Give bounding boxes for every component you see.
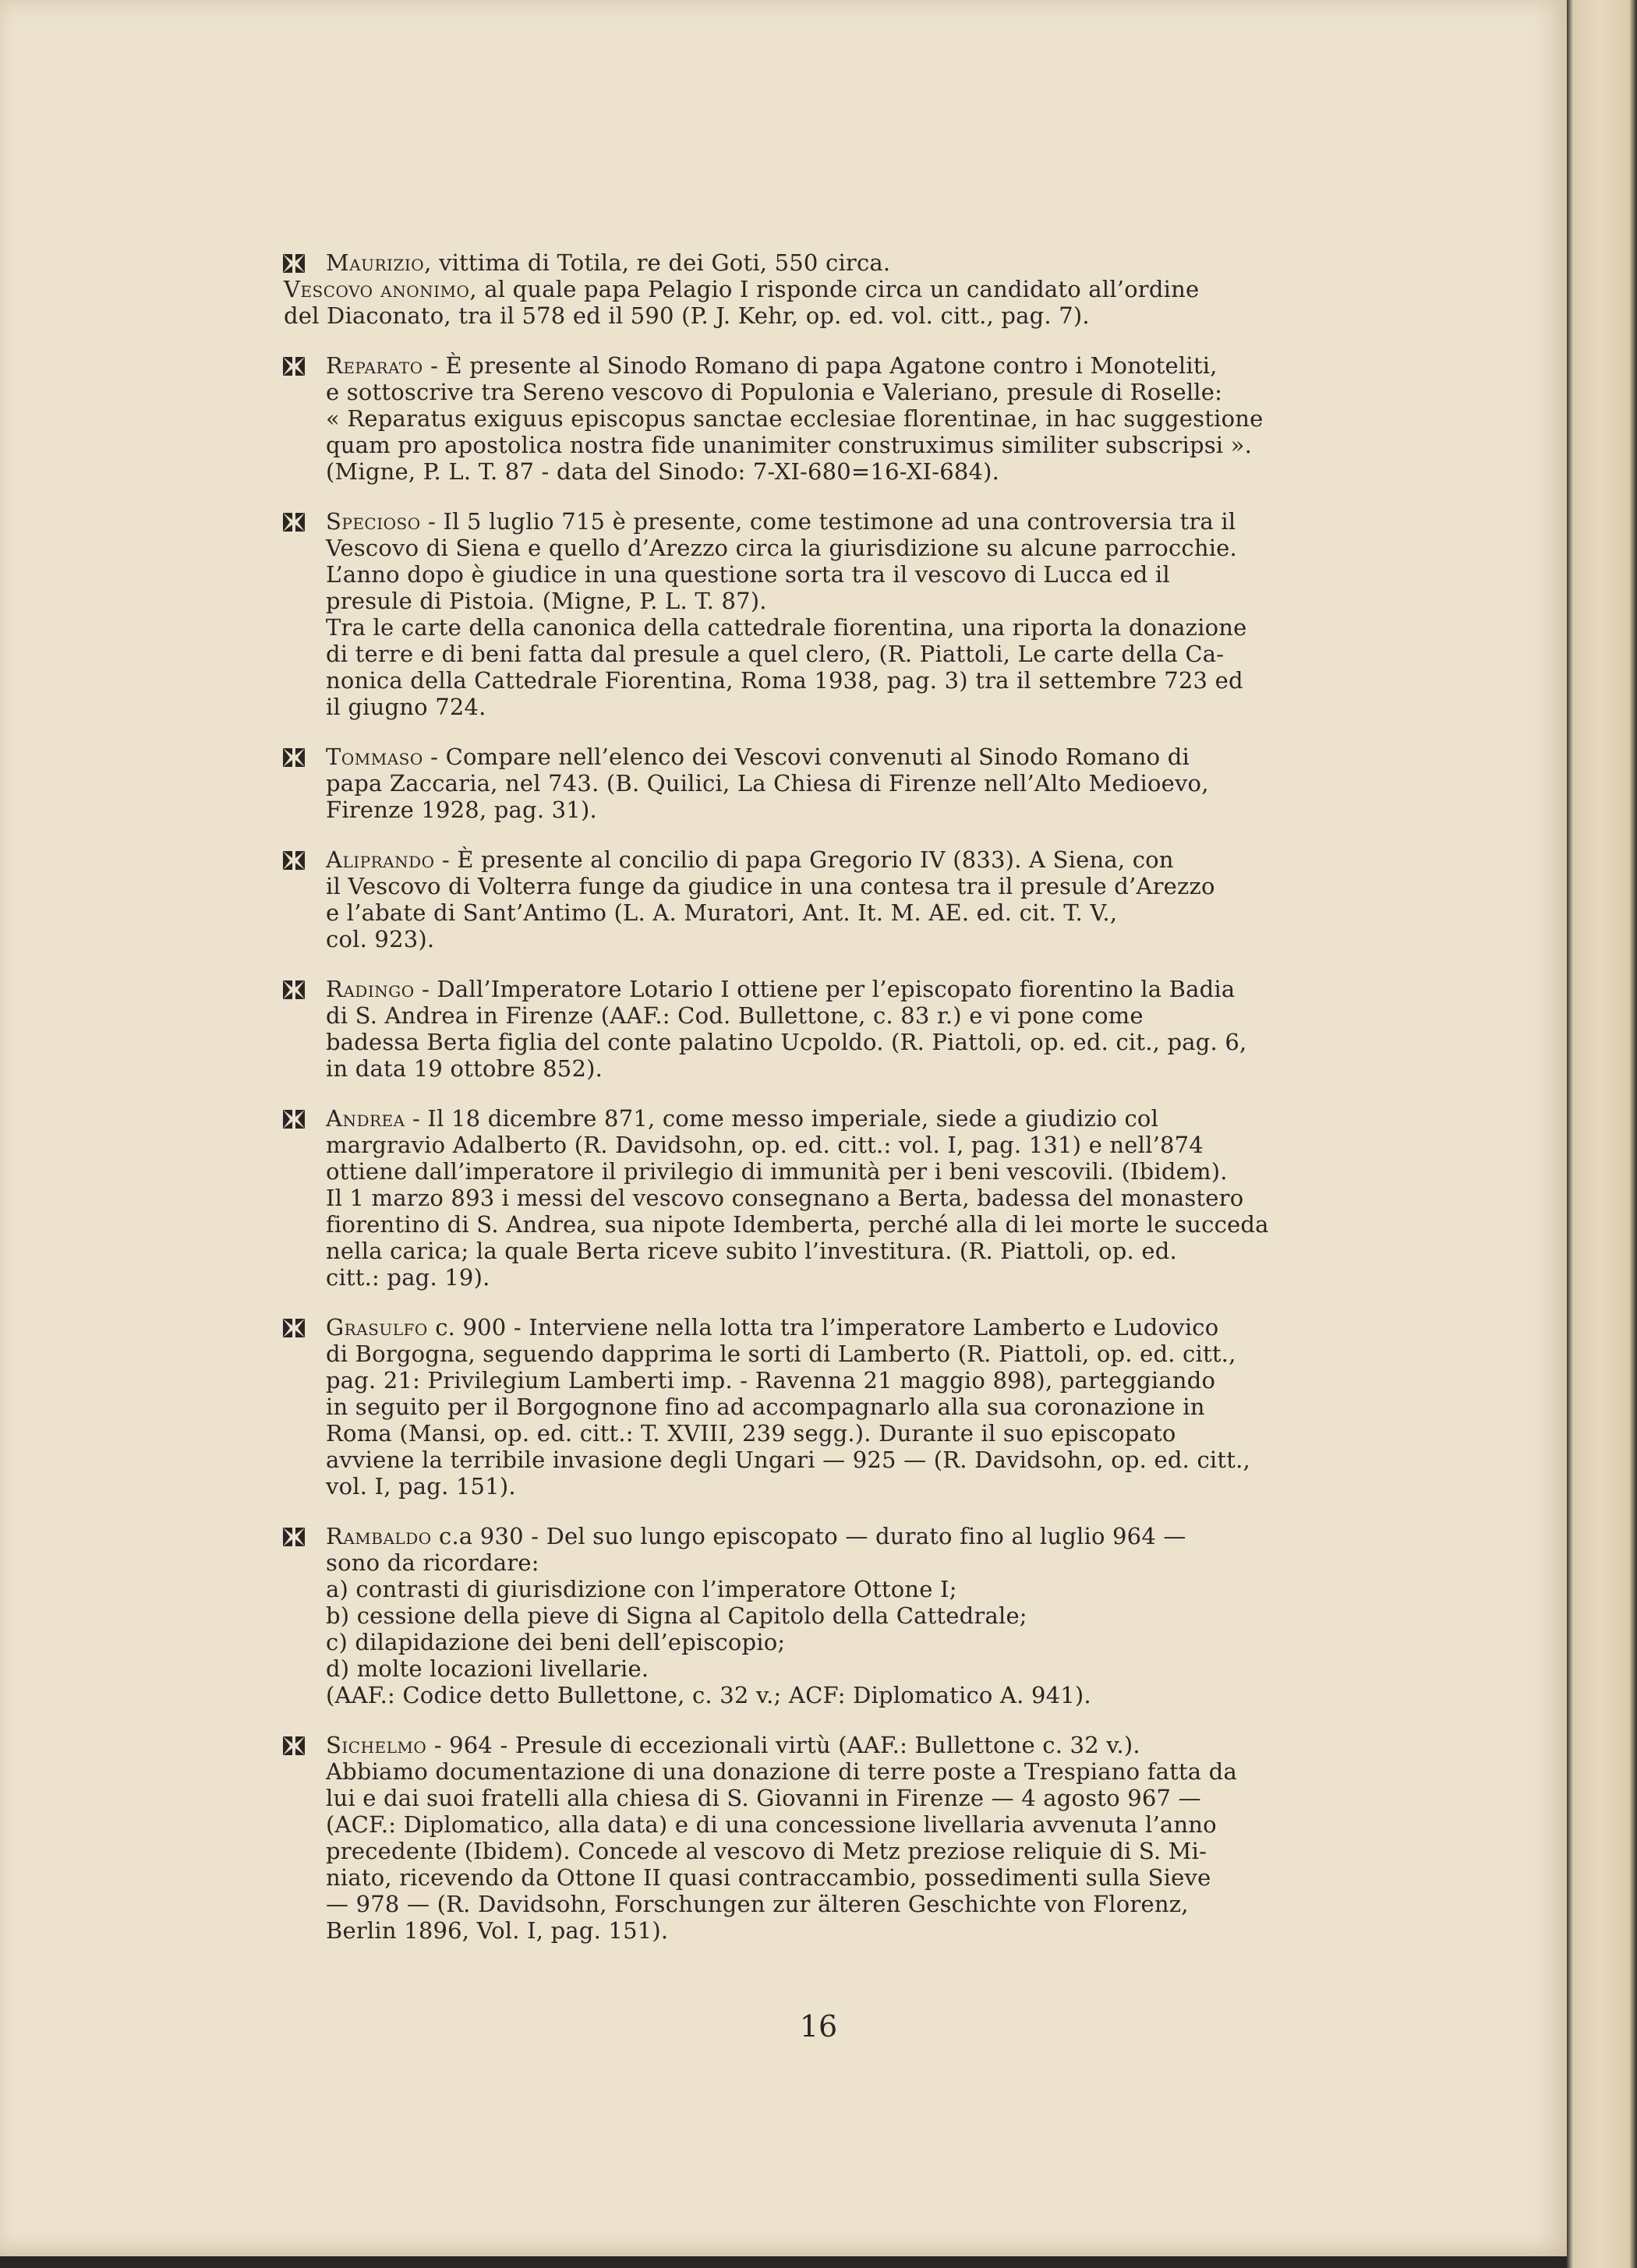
bishop-name: Radingo: [326, 976, 415, 1002]
entry-line: Roma (Mansi, op. ed. citt.: T. XVIII, 239 segg.). Durante il suo episcopato: [326, 1420, 1176, 1447]
bishop-name: Rambaldo: [326, 1523, 432, 1549]
entry-line: e l’abate di Sant’Antimo (L. A. Muratori, Ant. It. M. AE. ed. cit. T. V.,: [326, 899, 1118, 926]
entry-line: quam pro apostolica nostra fide unanimiter construximus similiter subscripsi ».: [326, 432, 1253, 458]
bishop-entry: [279, 276, 1331, 329]
entry-line: ottiene dall’imperatore il privilegio di immunità per i beni vescovili. (Ibidem).: [326, 1158, 1228, 1185]
facing-page-edge: [1567, 0, 1637, 2268]
entry-line: nonica della Cattedrale Fiorentina, Roma 1938, pag. 3) tra il settembre 723 ed: [326, 667, 1243, 694]
entry-line: [326, 1523, 1331, 1549]
bishop-entry: [279, 1105, 1331, 1291]
cross-icon: [281, 1108, 307, 1131]
bishop-entry: [279, 846, 1331, 952]
entry-line: (Migne, P. L. T. 87 - data del Sinodo: 7-XI-680=16-XI-684).: [326, 458, 1000, 485]
entry-line: Il 1 marzo 893 i messi del vescovo consegnano a Berta, badessa del monastero: [326, 1185, 1244, 1211]
bishop-entry: [279, 352, 1331, 485]
entry-line: del Diaconato, tra il 578 ed il 590 (P. J. Kehr, op. ed. vol. citt., pag. 7).: [284, 302, 1090, 329]
entry-line: [326, 1732, 1331, 1758]
page-body: [279, 249, 1331, 1967]
entry-line: a) contrasti di giurisdizione con l’imperatore Ottone I;: [326, 1576, 957, 1602]
entry-line: presule di Pistoia. (Migne, P. L. T. 87).: [326, 588, 767, 614]
bishop-name: Sichelmo: [326, 1732, 427, 1758]
bishop-entry: [279, 976, 1331, 1082]
bishop-entry: [279, 1523, 1331, 1708]
entry-line: [326, 249, 1331, 276]
entry-line: — 978 — (R. Davidsohn, Forschungen zur älteren Geschichte von Florenz,: [326, 1891, 1189, 1917]
entry-line: il Vescovo di Volterra funge da giudice in una contesa tra il presule d’Arezzo: [326, 873, 1215, 899]
entry-line: papa Zaccaria, nel 743. (B. Quilici, La Chiesa di Firenze nell’Alto Medioevo,: [326, 770, 1209, 797]
entry-line: (ACF.: Diplomatico, alla data) e di una concessione livellaria avvenuta l’anno: [326, 1811, 1217, 1838]
entry-line: nella carica; la quale Berta riceve subito l’investitura. (R. Piattoli, op. ed.: [326, 1238, 1177, 1264]
entry-line: Vescovo di Siena e quello d’Arezzo circa la giurisdizione su alcune parrocchie.: [326, 535, 1237, 561]
bishop-entry: [279, 744, 1331, 823]
entry-line: citt.: pag. 19).: [326, 1264, 490, 1291]
bishop-name: Tommaso: [326, 744, 423, 770]
entry-line: in data 19 ottobre 852).: [326, 1055, 603, 1082]
entry-line: in seguito per il Borgognone fino ad accompagnarlo alla sua coronazione in: [326, 1394, 1205, 1420]
cross-icon: [281, 849, 307, 872]
bishop-name: Specioso: [326, 508, 421, 535]
entry-line: precedente (Ibidem). Concede al vescovo di Metz preziose reliquie di S. Mi-: [326, 1838, 1207, 1864]
entry-text: c.a 930 - Del suo lungo episcopato — durato fino al luglio 964 —: [431, 1523, 1186, 1549]
entry-line: (AAF.: Codice detto Bullettone, c. 32 v.; ACF: Diplomatico A. 941).: [326, 1682, 1091, 1708]
entry-line: di S. Andrea in Firenze (AAF.: Cod. Bullettone, c. 83 r.) e vi pone come: [326, 1002, 1144, 1029]
entry-line: [326, 1105, 1331, 1132]
entry-line: di terre e di beni fatta dal presule a quel clero, (R. Piattoli, Le carte della Ca-: [326, 641, 1225, 667]
entry-line: [326, 508, 1331, 535]
bishop-entry: [279, 1314, 1331, 1500]
entry-line: lui e dai suoi fratelli alla chiesa di S. Giovanni in Firenze — 4 agosto 967 —: [326, 1785, 1201, 1811]
bishop-entry: [279, 1732, 1331, 1944]
entry-text: - Il 5 luglio 715 è presente, come testimone ad una controversia tra il: [420, 508, 1236, 535]
entry-text: , vittima di Totila, re dei Goti, 550 circa.: [424, 249, 891, 276]
entry-text: - È presente al concilio di papa Gregorio IV (833). A Siena, con: [434, 846, 1174, 873]
entry-line: « Reparatus exiguus episcopus sanctae ecclesiae florentinae, in hac suggestione: [326, 405, 1264, 432]
entry-line: Berlin 1896, Vol. I, pag. 151).: [326, 1917, 669, 1944]
scan-border: [0, 2256, 1567, 2268]
entry-line: e sottoscrive tra Sereno vescovo di Populonia e Valeriano, presule di Roselle:: [326, 379, 1223, 405]
cross-icon: [281, 510, 307, 534]
entry-line: di Borgogna, seguendo dapprima le sorti di Lamberto (R. Piattoli, op. ed. citt.,: [326, 1341, 1236, 1367]
entry-text: c. 900 - Interviene nella lotta tra l’imperatore Lamberto e Ludovico: [427, 1314, 1219, 1341]
entry-line: c) dilapidazione dei beni dell’episcopio;: [326, 1629, 786, 1655]
entry-text: - Il 18 dicembre 871, come messo imperiale, siede a giudizio col: [405, 1105, 1159, 1132]
bishop-name: Reparato: [326, 352, 423, 379]
entry-line: [284, 276, 1331, 302]
entry-line: [326, 352, 1331, 379]
cross-icon: [281, 978, 307, 1002]
entry-line: [326, 744, 1331, 770]
bishop-name: Vescovo anonimo: [284, 276, 470, 302]
bishop-name: Aliprando: [326, 846, 435, 873]
entry-line: [326, 976, 1331, 1002]
entry-line: badessa Berta figlia del conte palatino Ucpoldo. (R. Piattoli, op. ed. cit., pag. 6,: [326, 1029, 1247, 1055]
entry-line: Tra le carte della canonica della cattedrale fiorentina, una riporta la donazione: [326, 614, 1247, 641]
entry-line: b) cessione della pieve di Signa al Capitolo della Cattedrale;: [326, 1602, 1027, 1629]
entry-line: avviene la terribile invasione degli Ungari — 925 — (R. Davidsohn, op. ed. citt.,: [326, 1447, 1250, 1473]
entry-line: d) molte locazioni livellarie.: [326, 1655, 649, 1682]
entry-line: sono da ricordare:: [326, 1549, 539, 1576]
entry-line: [326, 846, 1331, 873]
cross-icon: [281, 355, 307, 378]
entry-line: margravio Adalberto (R. Davidsohn, op. ed. citt.: vol. I, pag. 131) e nell’874: [326, 1132, 1204, 1158]
cross-icon: [281, 1316, 307, 1340]
bishop-entry: [279, 249, 1331, 276]
entry-text: - 964 - Presule di eccezionali virtù (AAF.: Bullettone c. 32 v.).: [426, 1732, 1140, 1758]
cross-icon: [281, 1525, 307, 1549]
entry-line: L’anno dopo è giudice in una questione sorta tra il vescovo di Lucca ed il: [326, 561, 1170, 588]
entry-line: il giugno 724.: [326, 694, 486, 720]
bishop-name: Grasulfo: [326, 1314, 428, 1341]
cross-icon: [281, 252, 307, 275]
page-number: 16: [799, 2009, 838, 2044]
entry-line: niato, ricevendo da Ottone II quasi contraccambio, possedimenti sulla Sieve: [326, 1864, 1211, 1891]
entry-line: col. 923).: [326, 926, 435, 952]
entry-text: - È presente al Sinodo Romano di papa Agatone contro i Monoteliti,: [423, 352, 1218, 379]
entry-line: Firenze 1928, pag. 31).: [326, 797, 597, 823]
entry-line: Abbiamo documentazione di una donazione di terre poste a Trespiano fatta da: [326, 1758, 1237, 1785]
entry-line: vol. I, pag. 151).: [326, 1473, 516, 1500]
bishop-name: Maurizio: [326, 249, 425, 276]
entry-text: - Dall’Imperatore Lotario I ottiene per l’episcopato fiorentino la Badia: [414, 976, 1236, 1002]
bishop-name: Andrea: [326, 1105, 405, 1132]
bishop-entry: [279, 508, 1331, 720]
entry-line: [326, 1314, 1331, 1341]
entry-line: fiorentino di S. Andrea, sua nipote Idemberta, perché alla di lei morte le succeda: [326, 1211, 1269, 1238]
entry-text: , al quale papa Pelagio I risponde circa un candidato all’ordine: [469, 276, 1200, 302]
entry-line: pag. 21: Privilegium Lamberti imp. - Ravenna 21 maggio 898), parteggiando: [326, 1367, 1216, 1394]
cross-icon: [281, 1734, 307, 1758]
cross-icon: [281, 746, 307, 769]
entry-text: - Compare nell’elenco dei Vescovi convenuti al Sinodo Romano di: [423, 744, 1190, 770]
